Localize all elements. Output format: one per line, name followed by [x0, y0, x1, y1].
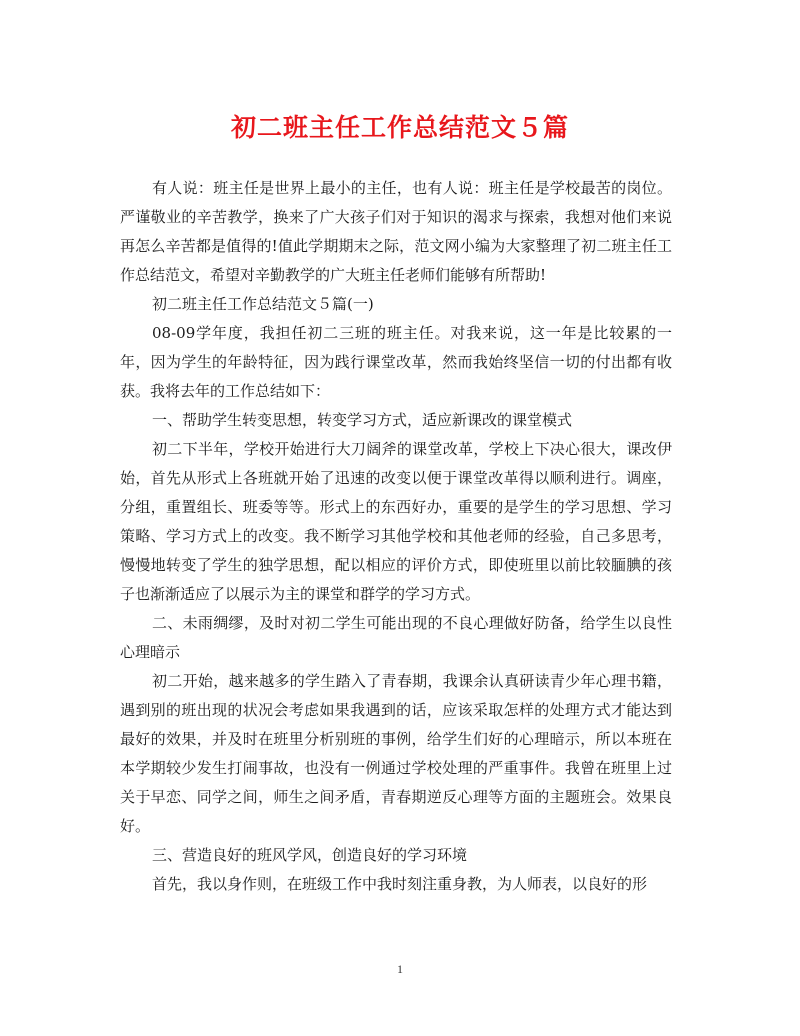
paragraph: 首先，我以身作则，在班级工作中我时刻注重身教，为人师表，以良好的形 — [152, 875, 648, 893]
section-heading-3: 三、营造良好的班风学风，创造良好的学习环境 — [152, 846, 468, 864]
document-title: 初二班主任工作总结范文５篇 — [230, 113, 569, 142]
page-number: 1 — [397, 962, 403, 976]
paragraph-intro: 有人说：班主任是世界上最小的主任，也有人说：班主任是学校最苦的岗位。严谨敬业的辛苦教学，换来了广大孩子们对于知识的渴求与探索，我想对他们来说再怎么辛苦都是值得的!值此学期期末之际，范文网小编为大家整理了初二班主任工作总结范文，希望对辛勤教学的广大班主任老师们能够有所帮助! — [120, 179, 672, 284]
section-heading-2: 二、未雨绸缪，及时对初二学生可能出现的不良心理做好防备，给学生以良性心理暗示 — [120, 614, 672, 661]
paragraph-subtitle: 初二班主任工作总结范文５篇(一) — [152, 295, 374, 313]
section-heading-1: 一、帮助学生转变思想，转变学习方式，适应新课改的课堂模式 — [152, 411, 573, 429]
document-body — [120, 174, 672, 899]
paragraph: 初二开始，越来越多的学生踏入了青春期，我课余认真研读青少年心理书籍，遇到别的班出现的状况会考虑如果我遇到的话，应该采取怎样的处理方式才能达到最好的效果，并及时在班里分析别班的事例，给学生们好的心理暗示，所以本班在本学期较少发生打闹事故，也没有一例通过学校处理的严重事件。我曾在班里上过关于早恋、同学之间，师生之间矛盾，青春期逆反心理等方面的主题班会。效果良好。 — [120, 672, 672, 835]
paragraph: 初二下半年，学校开始进行大刀阔斧的课堂改革，学校上下决心很大，课改伊始，首先从形式上各班就开始了迅速的改变以便于课堂改革得以顺利进行。调座，分组，重置组长、班委等等。形式上的东西好办，重要的是学生的学习思想、学习策略、学习方式上的改变。我不断学习其他学校和其他老师的经验，自己多思考，慢慢地转变了学生的独学思想，配以相应的评价方式，即使班里以前比较腼腆的孩子也渐渐适应了以展示为主的课堂和群学的学习方式。 — [120, 440, 672, 603]
paragraph: 08-09学年度，我担任初二三班的班主任。对我来说，这一年是比较累的一年，因为学生的年龄特征，因为践行课堂改革，然而我始终坚信一切的付出都有收获。我将去年的工作总结如下： — [120, 324, 672, 400]
